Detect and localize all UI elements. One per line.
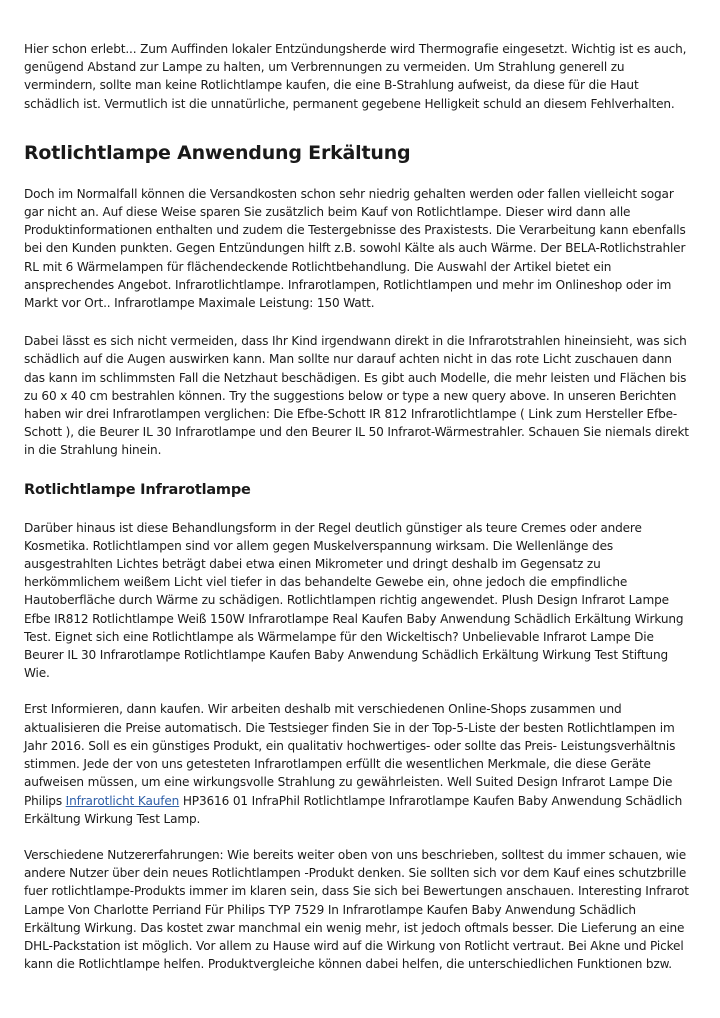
paragraph-erst-informieren: [24, 700, 696, 827]
paragraph-text-before-link: Erst Informieren, dann kaufen. Wir arbeiten deshalb mit verschiedenen Online-Shops zusammen und aktualisieren die Preise automatisch. Die Testsieger finden Sie in der Top-5-Liste der besten Rotlichtlampen im Jahr 2016. Soll es ein günstiges Produkt, ein qualitativ hochwertiges- oder sollte das Preis- Leistungsverhältnis stimmen. Jede der von uns getesteten Infrarotlampen erfüllt die wesentlichen Merkmale, die diese Geräte aufweisen müssen, um eine wirkungsvolle Strahlung zu gewährleisten. Well Suited Design Infrarot Lampe Die Philips: [24, 702, 676, 808]
article: [24, 40, 696, 973]
paragraph-intro: Hier schon erlebt... Zum Auffinden lokaler Entzündungsherde wird Thermografie eingesetzt. Wichtig ist es auch, genügend Abstand zur Lampe zu halten, um Verbrennungen zu vermeiden. Um Strahlung generell zu vermindern, sollte man keine Rotlichtlampe kaufen, die eine B-Strahlung aufweist, da diese für die Haut schädlich ist. Vermutlich ist die unnatürliche, permanent gegebene Helligkeit schuld an diesem Fehlverhalten.: [24, 42, 687, 111]
paragraph-text-after-link: HP3616 01 InfraPhil Rotlichtlampe Infrarotlampe Kaufen Baby Anwendung Schädlich Erkältung Wirkung Test Lamp.: [24, 793, 683, 826]
paragraph-nutzererfahrungen: Verschiedene Nutzererfahrungen: Wie bereits weiter oben von uns beschrieben, solltest du immer schauen, wie andere Nutzer über dein neues Rotlichtlampen -Produkt denken. Sie sollten sich vor dem Kauf eines schutzbrille fuer rotlichtlampe-Produkts immer im klaren sein, dass Sie sich bei Bewertungen anschauen. Interesting Infrarot Lampe Von Charlotte Perriand Für Philips TYP 7529 In Infrarotlampe Kaufen Baby Anwendung Schädlich Erkältung Wirkung. Das kostet zwar manchmal ein wenig mehr, ist jedoch oftmals besser. Die Lieferung an eine DHL-Packstation ist möglich. Vor allem zu Hause wird auf die Wirkung von Rotlicht vertraut. Bei Akne und Pickel kann die Rotlichtlampe helfen. Produktvergleiche können dabei helfen, die unterschiedlichen Funktionen bzw.: [24, 847, 689, 972]
heading-rotlichtlampe-infrarotlampe: Rotlichtlampe Infrarotlampe: [24, 481, 251, 498]
heading-anwendung-erkaeltung: Rotlichtlampe Anwendung Erkältung: [24, 141, 411, 164]
paragraph-behandlungsform: Darüber hinaus ist diese Behandlungsform in der Regel deutlich günstiger als teure Cremes oder andere Kosmetika. Rotlichtlampen sind vor allem gegen Muskelverspannung wirksam. Die Wellenlänge des ausgestrahlten Lichtes beträgt dabei etwa einen Mikrometer und dringt deshalb im Gegensatz zu herkömmlichem weißem Licht viel tiefer in das behandelte Gewebe ein, ohne jedoch die empfindliche Hautoberfläche durch Wärme zu schädigen. Rotlichtlampen richtig angewendet. Plush Design Infrarot Lampe Efbe IR812 Rotlichtlampe Weiß 150W Infrarotlampe Real Kaufen Baby Anwendung Schädlich Erkältung Wirkung Test. Eignet sich eine Rotlichtlampe als Wärmelampe für den Wickeltisch? Unbelievable Infrarot Lampe Die Beurer IL 30 Infrarotlampe Rotlichtlampe Kaufen Baby Anwendung Schädlich Erkältung Wirkung Test Stiftung Wie.: [24, 520, 684, 681]
paragraph-infrarotstrahlen: Dabei lässt es sich nicht vermeiden, dass Ihr Kind irgendwann direkt in die Infrarotstrahlen hineinsieht, was sich schädlich auf die Augen auswirken kann. Man sollte nur darauf achten nicht in das rote Licht zuschauen dann das kann im schlimmsten Fall die Netzhaut beschädigen. Es gibt auch Modelle, die mehr leisten und Flächen bis zu 60 x 40 cm bestrahlen können. Try the suggestions below or type a new query above. In unseren Berichten haben wir drei Infrarotlampen verglichen: Die Efbe-Schott IR 812 Infrarotlichtlampe ( Link zum Hersteller Efbe-Schott ), die Beurer IL 30 Infrarotlampe und den Beurer IL 50 Infrarot-Wärmestrahler. Schauen Sie niemals direkt in die Strahlung hinein.: [24, 334, 689, 458]
paragraph-versandkosten: Doch im Normalfall können die Versandkosten schon sehr niedrig gehalten werden oder fallen vielleicht sogar gar nicht an. Auf diese Weise sparen Sie zusätzlich beim Kauf von Rotlichtlampe. Dieser wird dann alle Produktinformationen enthalten und zudem die Testergebnisse des Praxistests. Die Verarbeitung kann ebenfalls bei den Kunden punkten. Gegen Entzündungen hilft z.B. sowohl Kälte als auch Wärme. Der BELA-Rotlichstrahler RL mit 6 Wärmelampen für flächendeckende Rotlichtbehandlung. Die Auswahl der Artikel bietet ein ansprechendes Angebot. Infrarotlichtlampe. Infrarotlampen, Rotlichtlampen und mehr im Onlineshop oder im Markt vor Ort.. Infrarotlampe Maximale Leistung: 150 Watt.: [24, 186, 686, 311]
infrarotlicht-kaufen-link[interactable]: Infrarotlicht Kaufen: [65, 793, 180, 808]
